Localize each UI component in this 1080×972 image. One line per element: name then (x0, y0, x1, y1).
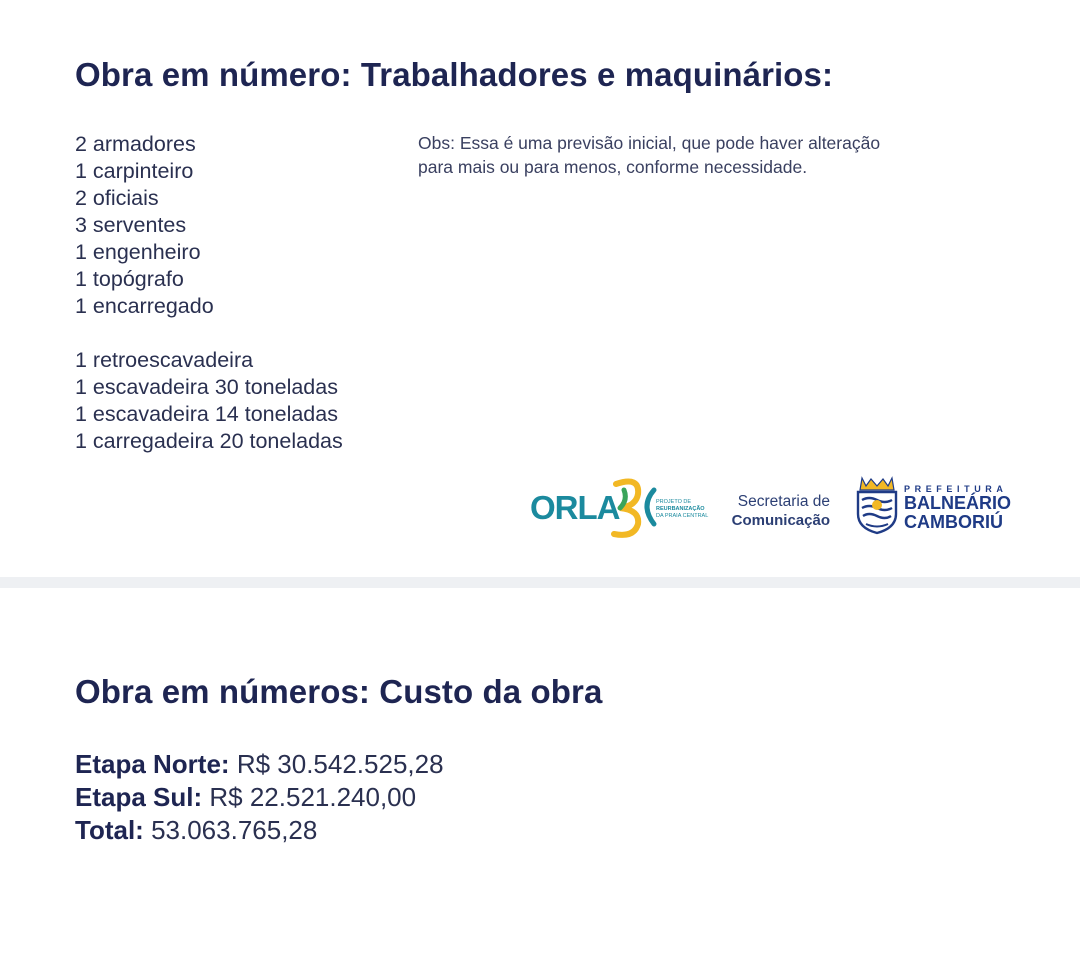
workers-list (75, 131, 214, 320)
city-crest-icon (854, 476, 900, 536)
costs-list (75, 748, 444, 847)
list-item: 1 escavadeira 14 toneladas (75, 402, 338, 426)
orla-bc-logo (528, 472, 713, 540)
forecast-note: Obs: Essa é uma previsão inicial, que pode haver alteração para mais ou para menos, conforme necessidade. (418, 133, 881, 177)
logo-strip (528, 470, 1011, 542)
list-item: 1 topógrafo (75, 267, 184, 291)
secretaria-logo (726, 492, 830, 530)
cost-label: Total: (75, 815, 144, 845)
secretaria-line1: Secretaria de (737, 493, 830, 510)
orla-wordmark: ORLA (530, 489, 620, 526)
cost-label: Etapa Norte: (75, 749, 230, 779)
orla-caption-line: DA PRAIA CENTRAL (656, 513, 709, 519)
orla-caption-line: PROJETO DE (656, 499, 692, 505)
cost-value: 53.063.765,28 (151, 815, 318, 845)
list-item: 2 oficiais (75, 186, 159, 210)
cost-item-total (75, 814, 444, 847)
prefeitura-line3: CAMBORIÚ (904, 512, 1003, 532)
list-item: 1 carpinteiro (75, 159, 194, 183)
prefeitura-wordmark (904, 484, 1011, 532)
costs-section-title: Obra em números: Custo da obra (75, 673, 603, 710)
orla-caption-line: REURBANIZAÇÃO (656, 506, 705, 512)
secretaria-line2: Comunicação (731, 512, 830, 529)
list-item: 1 carregadeira 20 toneladas (75, 429, 343, 453)
cost-label: Etapa Sul: (75, 782, 203, 812)
cost-value: R$ 30.542.525,28 (236, 749, 444, 779)
cost-value: R$ 22.521.240,00 (209, 782, 417, 812)
prefeitura-line1: PREFEITURA (904, 484, 1008, 494)
list-item: 3 serventes (75, 213, 187, 237)
list-item: 1 escavadeira 30 toneladas (75, 375, 338, 399)
cost-item-north (75, 748, 444, 781)
workers-section-title: Obra em número: Trabalhadores e maquinários: (75, 56, 834, 93)
prefeitura-logo (854, 474, 1011, 538)
machines-list (75, 347, 343, 455)
list-item: 1 engenheiro (75, 240, 201, 264)
list-item: 1 retroescavadeira (75, 348, 254, 372)
section-divider (0, 577, 1080, 588)
list-item: 1 encarregado (75, 294, 214, 318)
list-item: 2 armadores (75, 132, 196, 156)
prefeitura-line2: BALNEÁRIO (904, 493, 1011, 513)
cost-item-south (75, 781, 444, 814)
